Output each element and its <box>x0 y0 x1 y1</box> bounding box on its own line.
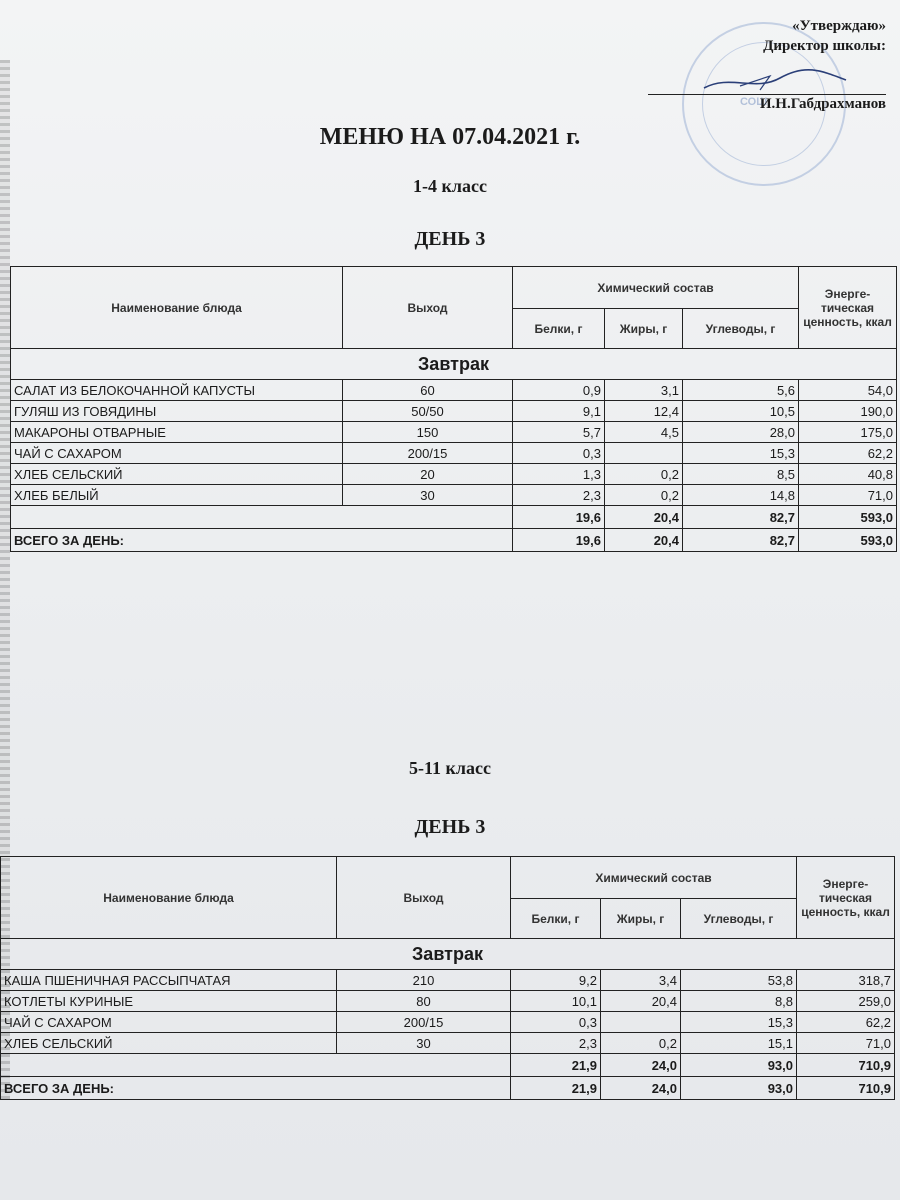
approval-line-1: «Утверждаю» <box>792 18 886 34</box>
signature-line <box>648 94 886 95</box>
subtotal-fat: 20,4 <box>605 506 683 529</box>
dish-energy: 190,0 <box>799 401 897 422</box>
subtotal-carbs: 82,7 <box>683 506 799 529</box>
subtotal-energy: 593,0 <box>799 506 897 529</box>
subtotal-fat: 24,0 <box>601 1054 681 1077</box>
dish-name: ХЛЕБ СЕЛЬСКИЙ <box>1 1033 337 1054</box>
subtotal-protein: 21,9 <box>511 1054 601 1077</box>
total-carbs: 93,0 <box>681 1077 797 1100</box>
dish-energy: 62,2 <box>797 1012 895 1033</box>
dish-name: МАКАРОНЫ ОТВАРНЫЕ <box>11 422 343 443</box>
total-carbs: 82,7 <box>683 529 799 552</box>
subtotal-row <box>11 506 897 529</box>
approval-line-2: Директор школы: <box>763 38 886 54</box>
dish-name: КОТЛЕТЫ КУРИНЫЕ <box>1 991 337 1012</box>
table-row <box>1 970 895 991</box>
table-row <box>1 991 895 1012</box>
dish-fat: 0,2 <box>605 464 683 485</box>
dish-carbs: 8,8 <box>681 991 797 1012</box>
dish-fat: 0,2 <box>605 485 683 506</box>
table-row <box>11 401 897 422</box>
header-fat: Жиры, г <box>601 899 681 939</box>
dish-carbs: 28,0 <box>683 422 799 443</box>
day-label-1: ДЕНЬ 3 <box>414 228 486 250</box>
approval-block <box>763 16 886 56</box>
dish-carbs: 5,6 <box>683 380 799 401</box>
dish-protein: 9,2 <box>511 970 601 991</box>
dish-carbs: 53,8 <box>681 970 797 991</box>
dish-fat: 3,4 <box>601 970 681 991</box>
director-name: И.Н.Габдрахманов <box>759 96 886 112</box>
header-chem: Химический состав <box>513 267 799 309</box>
meal-label: Завтрак <box>11 349 897 380</box>
dish-name: ХЛЕБ СЕЛЬСКИЙ <box>11 464 343 485</box>
total-row <box>11 529 897 552</box>
class-label-1: 1-4 класс <box>413 176 487 196</box>
total-energy: 593,0 <box>799 529 897 552</box>
header-fat: Жиры, г <box>605 309 683 349</box>
class-label-2: 5-11 класс <box>409 758 491 778</box>
total-label: ВСЕГО ЗА ДЕНЬ: <box>1 1077 511 1100</box>
dish-output: 20 <box>343 464 513 485</box>
dish-name: ХЛЕБ БЕЛЫЙ <box>11 485 343 506</box>
dish-energy: 318,7 <box>797 970 895 991</box>
total-row <box>1 1077 895 1100</box>
header-output: Выход <box>337 857 511 939</box>
table-row <box>11 380 897 401</box>
menu-table-1 <box>10 266 897 552</box>
dish-output: 210 <box>337 970 511 991</box>
dish-energy: 71,0 <box>797 1033 895 1054</box>
dish-name: САЛАТ ИЗ БЕЛОКОЧАННОЙ КАПУСТЫ <box>11 380 343 401</box>
menu-rows-1 <box>11 380 897 506</box>
dish-protein: 2,3 <box>511 1033 601 1054</box>
dish-energy: 40,8 <box>799 464 897 485</box>
subtotal-energy: 710,9 <box>797 1054 895 1077</box>
dish-fat: 0,2 <box>601 1033 681 1054</box>
header-name: Наименование блюда <box>11 267 343 349</box>
table-row <box>1 1033 895 1054</box>
header-name: Наименование блюда <box>1 857 337 939</box>
dish-fat: 3,1 <box>605 380 683 401</box>
dish-carbs: 15,3 <box>683 443 799 464</box>
stamp-text: СОШ <box>740 96 768 108</box>
table-row <box>11 443 897 464</box>
dish-output: 30 <box>343 485 513 506</box>
dish-carbs: 8,5 <box>683 464 799 485</box>
dish-name: КАША ПШЕНИЧНАЯ РАССЫПЧАТАЯ <box>1 970 337 991</box>
menu-title: МЕНЮ НА 07.04.2021 г. <box>319 124 581 150</box>
header-protein: Белки, г <box>511 899 601 939</box>
header-protein: Белки, г <box>513 309 605 349</box>
dish-protein: 1,3 <box>513 464 605 485</box>
header-chem: Химический состав <box>511 857 797 899</box>
dish-energy: 259,0 <box>797 991 895 1012</box>
dish-protein: 0,3 <box>511 1012 601 1033</box>
dish-fat: 20,4 <box>601 991 681 1012</box>
dish-carbs: 14,8 <box>683 485 799 506</box>
total-protein: 21,9 <box>511 1077 601 1100</box>
dish-carbs: 10,5 <box>683 401 799 422</box>
dish-protein: 10,1 <box>511 991 601 1012</box>
dish-output: 50/50 <box>343 401 513 422</box>
dish-fat <box>601 1012 681 1033</box>
dish-protein: 5,7 <box>513 422 605 443</box>
dish-energy: 62,2 <box>799 443 897 464</box>
dish-energy: 71,0 <box>799 485 897 506</box>
menu-rows-2 <box>1 970 895 1054</box>
menu-table-2 <box>0 856 895 1100</box>
header-carbs: Углеводы, г <box>683 309 799 349</box>
table-row <box>1 1012 895 1033</box>
dish-output: 200/15 <box>343 443 513 464</box>
dish-name: ГУЛЯШ ИЗ ГОВЯДИНЫ <box>11 401 343 422</box>
dish-output: 60 <box>343 380 513 401</box>
dish-output: 150 <box>343 422 513 443</box>
header-carbs: Углеводы, г <box>681 899 797 939</box>
dish-protein: 2,3 <box>513 485 605 506</box>
dish-output: 30 <box>337 1033 511 1054</box>
dish-carbs: 15,3 <box>681 1012 797 1033</box>
total-energy: 710,9 <box>797 1077 895 1100</box>
dish-name: ЧАЙ С САХАРОМ <box>11 443 343 464</box>
dish-fat: 12,4 <box>605 401 683 422</box>
subtotal-protein: 19,6 <box>513 506 605 529</box>
header-output: Выход <box>343 267 513 349</box>
total-label: ВСЕГО ЗА ДЕНЬ: <box>11 529 513 552</box>
dish-output: 200/15 <box>337 1012 511 1033</box>
subtotal-carbs: 93,0 <box>681 1054 797 1077</box>
dish-protein: 0,9 <box>513 380 605 401</box>
total-protein: 19,6 <box>513 529 605 552</box>
signature <box>700 66 850 96</box>
total-fat: 24,0 <box>601 1077 681 1100</box>
table-row <box>11 464 897 485</box>
dish-energy: 175,0 <box>799 422 897 443</box>
table-row <box>11 422 897 443</box>
header-energy: Энерге-тическая ценность, ккал <box>797 857 895 939</box>
dish-name: ЧАЙ С САХАРОМ <box>1 1012 337 1033</box>
dish-output: 80 <box>337 991 511 1012</box>
dish-carbs: 15,1 <box>681 1033 797 1054</box>
total-fat: 20,4 <box>605 529 683 552</box>
header-energy: Энерге-тическая ценность, ккал <box>799 267 897 349</box>
subtotal-row <box>1 1054 895 1077</box>
dish-fat: 4,5 <box>605 422 683 443</box>
dish-protein: 0,3 <box>513 443 605 464</box>
dish-fat <box>605 443 683 464</box>
dish-energy: 54,0 <box>799 380 897 401</box>
dish-protein: 9,1 <box>513 401 605 422</box>
meal-label: Завтрак <box>1 939 895 970</box>
day-label-2: ДЕНЬ 3 <box>414 816 486 838</box>
table-row <box>11 485 897 506</box>
